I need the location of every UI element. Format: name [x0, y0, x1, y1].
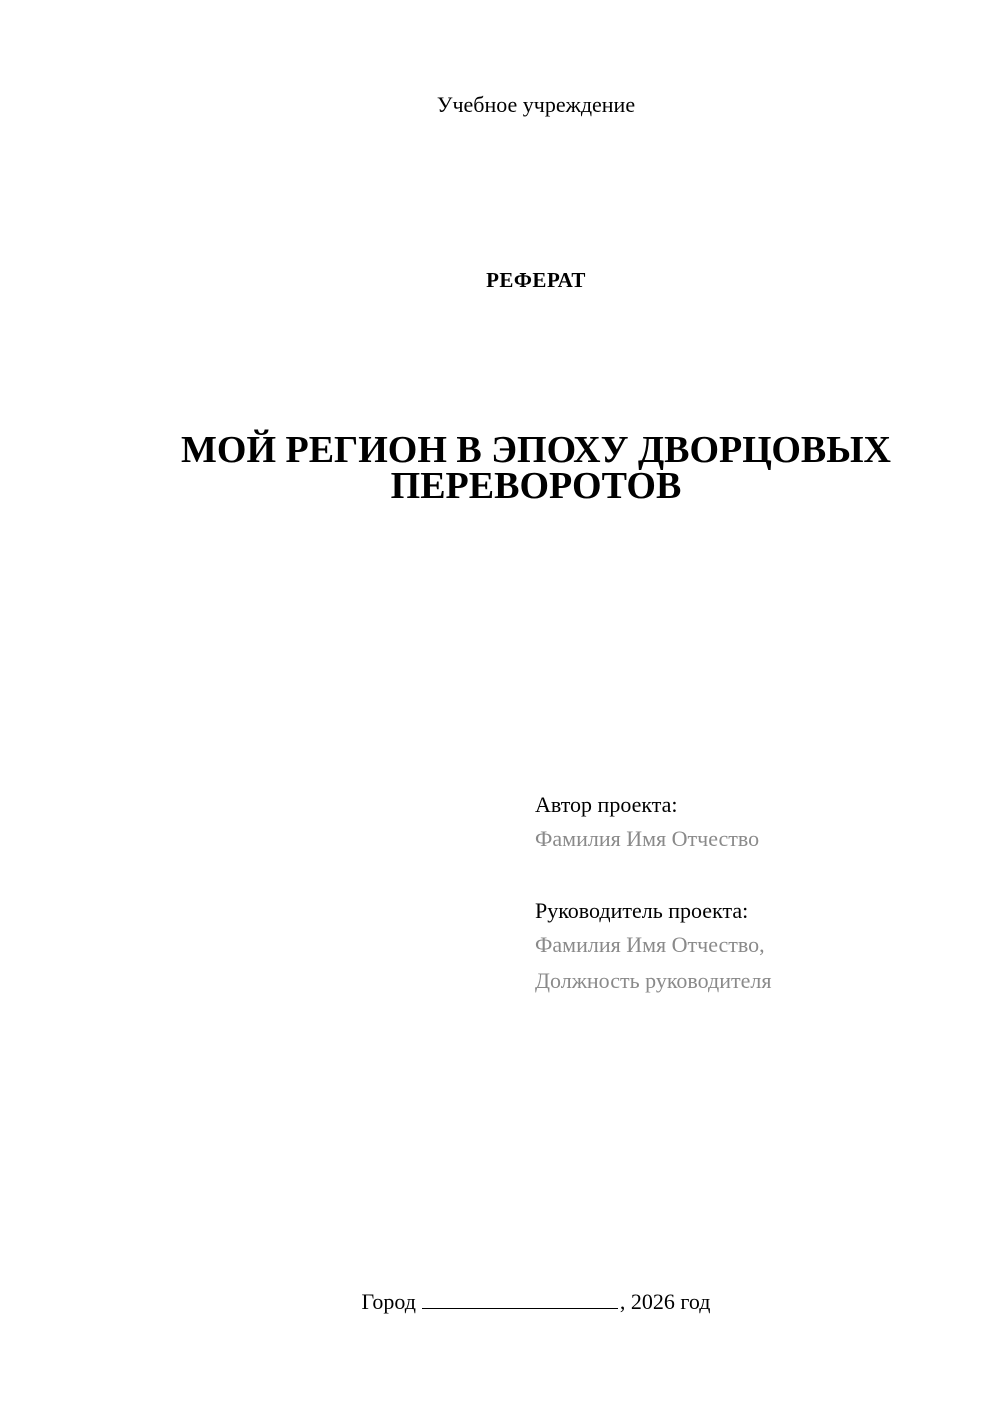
city-label: Город [361, 1289, 416, 1314]
title-line-1: МОЙ РЕГИОН В ЭПОХУ ДВОРЦОВЫХ [181, 429, 891, 471]
author-label: Автор проекта: [535, 792, 678, 817]
institution-name: Учебное учреждение [436, 92, 636, 117]
footer-city-year [36, 1288, 1000, 1315]
document-type: РЕФЕРАТ [486, 268, 586, 292]
supervisor-label: Руководитель проекта: [535, 898, 749, 923]
document-title [36, 429, 1000, 507]
author-name-placeholder: Фамилия Имя Отчество [535, 826, 760, 851]
year-text: , 2026 год [619, 1289, 711, 1314]
supervisor-name-placeholder: Фамилия Имя Отчество, [535, 932, 765, 957]
city-blank-line [422, 1288, 618, 1309]
supervisor-position-placeholder: Должность руководителя [535, 968, 772, 993]
title-line-2: ПЕРЕВОРОТОВ [390, 465, 682, 507]
